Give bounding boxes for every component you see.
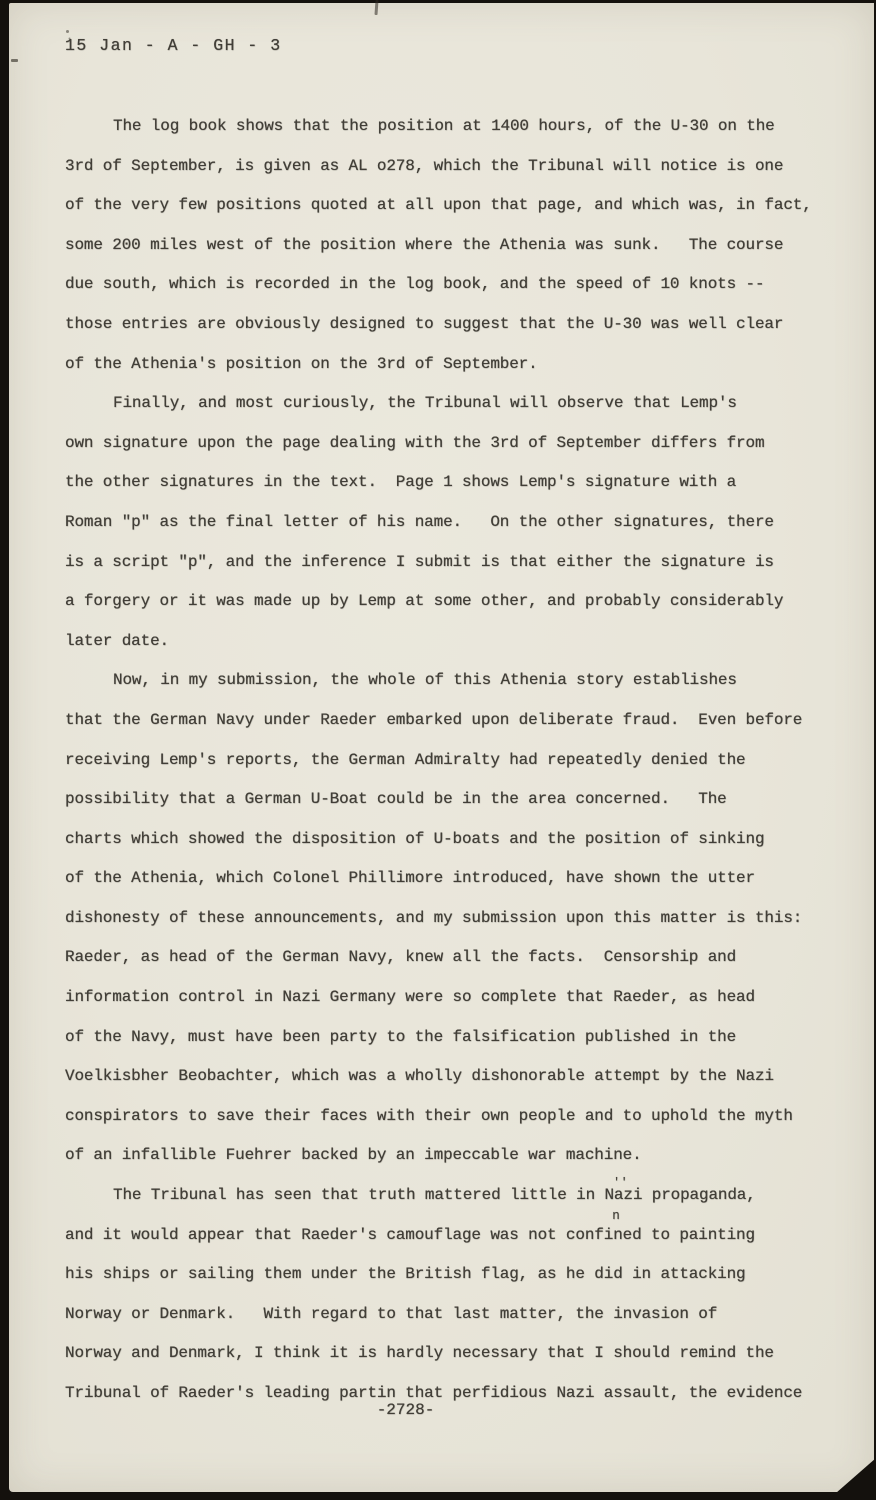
text-line: information control in Nazi Germany were so complete that Raeder, as head — [65, 988, 755, 1007]
text-line: charts which showed the disposition of U-boats and the position of sinking — [65, 829, 765, 848]
ink-speck — [66, 30, 69, 33]
text-line: receiving Lemp's reports, the German Admiralty had repeatedly denied the — [65, 750, 746, 769]
text-line: The Tribunal has seen that truth mattered little in Nazi propaganda, '' n — [65, 1176, 840, 1216]
text-line: of the Athenia, which Colonel Phillimore introduced, have shown the utter — [65, 869, 755, 888]
text-line: of the Navy, must have been party to the falsification published in the — [65, 1027, 737, 1046]
text-line: of the Athenia's position on the 3rd of September. — [65, 354, 538, 373]
text-line: that the German Navy under Raeder embarked upon deliberate fraud. Even before — [65, 710, 803, 729]
text-line: due south, which is recorded in the log book, and the speed of 10 knots -- — [65, 275, 765, 294]
page-footer-row — [9, 1401, 874, 1419]
scan-smudge-left — [11, 59, 18, 62]
text-line: Voelkisbher Beobachter, which was a wholly dishonorable attempt by the Nazi — [65, 1067, 774, 1086]
text-line: Raeder, as head of the German Navy, knew all the facts. Censorship and — [65, 948, 737, 967]
text-line: his ships or sailing them under the British flag, as he did in attacking — [65, 1265, 746, 1284]
text-line: The log book shows that the position at 1400 hours, of the U-30 on the — [113, 117, 775, 135]
text-line: later date. — [65, 631, 169, 650]
text-line: Roman "p" as the final letter of his name. On the other signatures, there — [65, 512, 774, 531]
text-line: and it would appear that Raeder's camouflage was not confined to painting — [65, 1225, 755, 1244]
text-line: some 200 miles west of the position where the Athenia was sunk. The course — [65, 235, 784, 254]
text-line: conspirators to save their faces with their own people and to uphold the myth — [65, 1106, 793, 1125]
text-line: of an infallible Fuehrer backed by an impeccable war machine. — [65, 1146, 642, 1165]
overtype-letter: n — [612, 1209, 620, 1224]
text-line: those entries are obviously designed to suggest that the U-30 was well clear — [65, 314, 784, 333]
text-line: Norway or Denmark. With regard to that last matter, the invasion of — [65, 1304, 718, 1323]
text-line: of the very few positions quoted at all upon that page, and which was, in fact, — [65, 196, 812, 215]
text-line: Finally, and most curiously, the Tribunal will observe that Lemp's — [113, 394, 737, 413]
page-header: 15 Jan - A - GH - 3 — [65, 36, 282, 55]
text-line: possibility that a German U-Boat could be in the area concerned. The — [65, 790, 727, 809]
text-line: Now, in my submission, the whole of this Athenia story establishes — [113, 671, 737, 690]
text-line: a forgery or it was made up by Lemp at some other, and probably considerably — [65, 592, 784, 611]
text-line: dishonesty of these announcements, and my submission upon this matter is this: — [65, 908, 803, 927]
document-page — [9, 3, 874, 1492]
document-lines — [65, 107, 840, 1414]
text-line: own signature upon the page dealing with the 3rd of September differs from — [65, 433, 765, 452]
text-line: Norway and Denmark, I think it is hardly necessary that I should remind the — [65, 1344, 774, 1363]
text-line: 3rd of September, is given as AL o278, which the Tribunal will notice is one — [65, 156, 784, 175]
page-number: -2728- — [376, 1401, 435, 1419]
overtype-caret-mark: '' — [613, 1177, 629, 1190]
text-line: Tribunal of Raeder's leading partin that perfidious Nazi assault, the evidence — [65, 1384, 803, 1402]
text-line: is a script "p", and the inference I submit is that either the signature is — [65, 552, 774, 571]
text-line: the other signatures in the text. Page 1 shows Lemp's signature with a — [65, 473, 737, 492]
